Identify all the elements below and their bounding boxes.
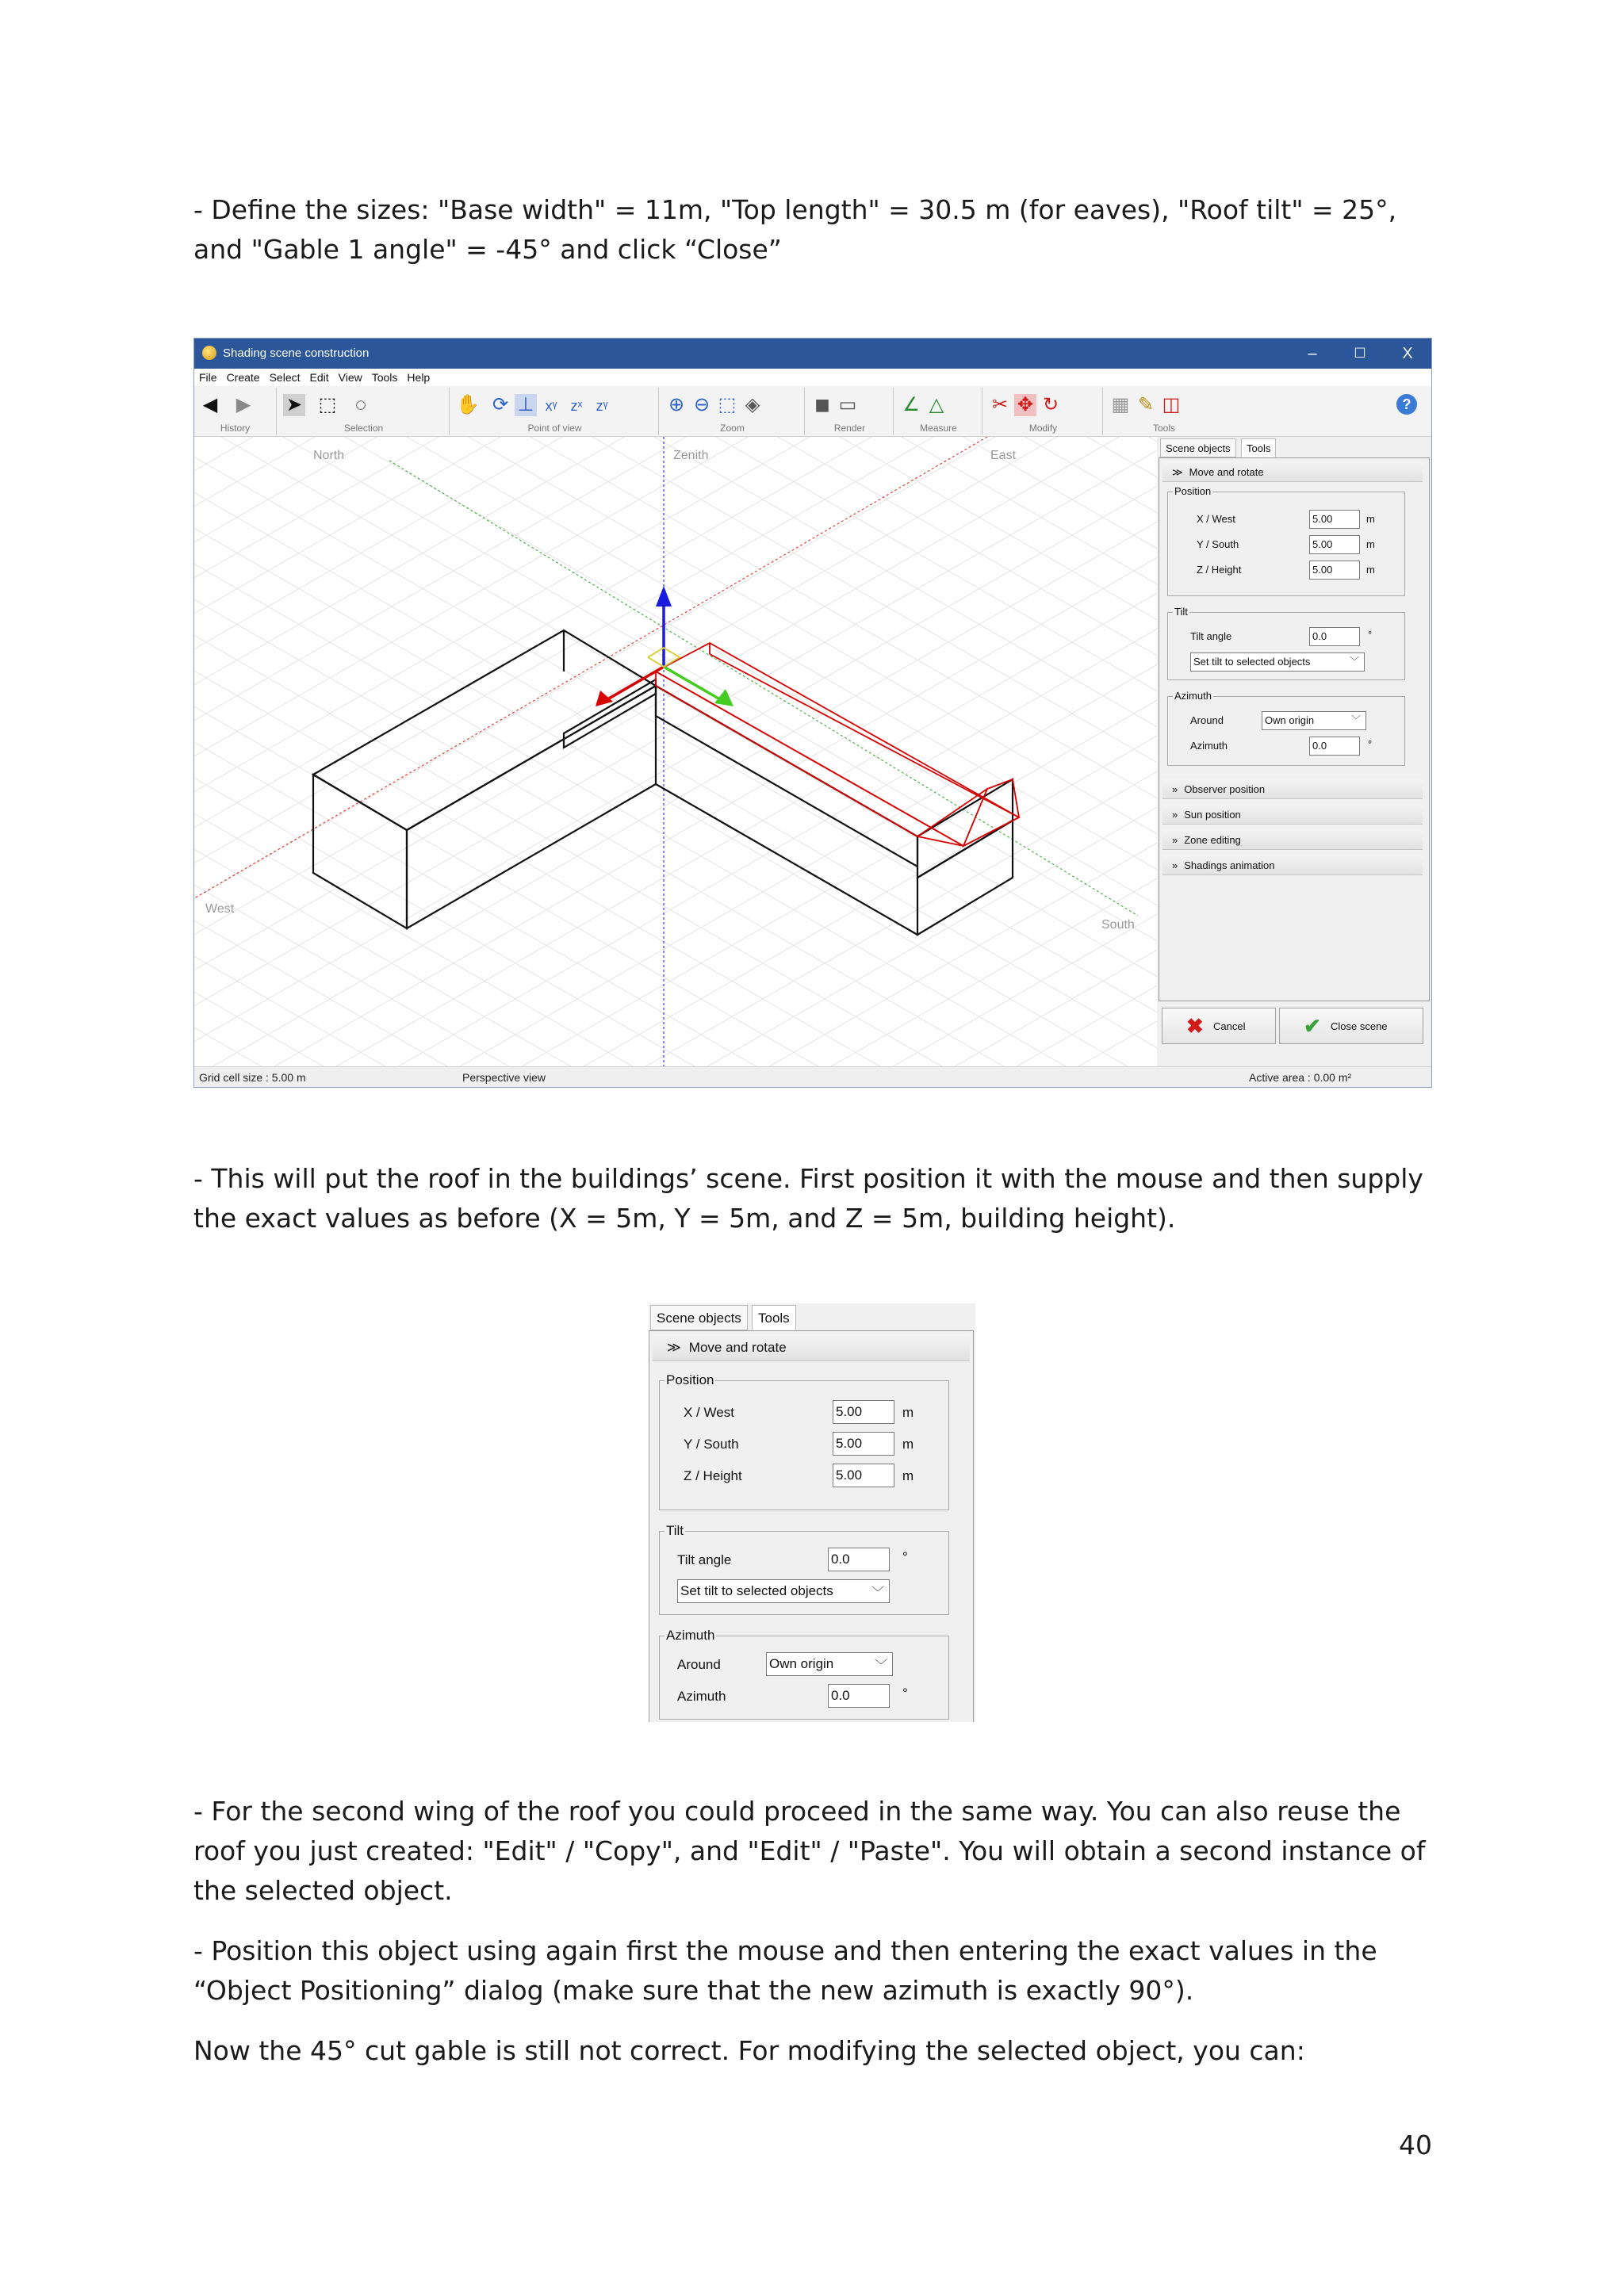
toolbar-group-selection [278, 388, 450, 435]
x-west-input[interactable]: 5.00 [833, 1400, 894, 1424]
cancel-button[interactable] [1162, 1008, 1276, 1044]
modify-label: Modify [1028, 423, 1058, 434]
expand-chevron-icon: » [1172, 809, 1178, 821]
expand-chevron-icon: » [1172, 859, 1178, 871]
position-group [1167, 485, 1405, 596]
azimuth-unit: ° [902, 1686, 908, 1701]
tilt-angle-input[interactable]: 0.0 [1309, 627, 1360, 646]
page-number: 40 [1399, 2130, 1432, 2160]
zoom-tools-panel-body [649, 1330, 974, 1722]
view-zx-icon[interactable]: zˣ [570, 398, 583, 414]
status-bar [194, 1066, 1431, 1087]
tools-side-panel [1159, 437, 1432, 1068]
cancel-x-icon: ✖ [1186, 1014, 1204, 1038]
paragraph-position-roof: - This will put the roof in the buildings’ scene. First position it with the mouse and then supply the exact values as before (X = 5m, Y = 5m, and Z = 5m, building height). [193, 1163, 1423, 1234]
tilt-angle-unit: ° [1368, 629, 1373, 641]
tab-tools[interactable]: Tools [752, 1305, 796, 1330]
view-xy-icon[interactable]: xᵞ [545, 398, 557, 414]
tab-scene-objects[interactable]: Scene objects [1160, 438, 1236, 457]
tools-panel-body [1159, 457, 1430, 1001]
tools-label: Tools [1152, 423, 1175, 434]
title-bar [194, 339, 1431, 369]
toolbar-group-render [806, 388, 894, 435]
paragraph-cut-gable: Now the 45° cut gable is still not correct. For modifying the selected object, you can: [193, 2035, 1305, 2066]
paragraph-define-sizes: - Define the sizes: "Base width" = 11m, "Top length" = 30.5 m (for eaves), "Roof tilt" = 25°, and "Gable 1 angle" = -45° and click “Close” [193, 194, 1397, 265]
section-move-rotate-title: Move and rotate [688, 1340, 787, 1355]
minimize-button[interactable]: – [1308, 345, 1317, 362]
x-west-unit: m [902, 1405, 914, 1420]
rect-select-icon[interactable]: ⬚ [318, 394, 337, 415]
chevron-down-icon: ﹀ [871, 1586, 884, 1600]
around-label: Around [1190, 714, 1224, 726]
position-legend: Position [666, 1372, 714, 1387]
toolbar-group-modify [984, 388, 1103, 435]
position-legend: Position [1174, 485, 1212, 497]
section-zone-title: Zone editing [1184, 834, 1241, 846]
label-east: East [990, 449, 1017, 462]
around-label: Around [677, 1657, 721, 1672]
lasso-select-icon[interactable]: ◌ [354, 394, 367, 415]
shading-scene-window [193, 338, 1432, 1088]
azimuth-label: Azimuth [677, 1689, 726, 1704]
x-west-unit: m [1366, 513, 1375, 525]
section-observer-title: Observer position [1184, 783, 1266, 795]
tilt-group [1167, 606, 1405, 680]
y-south-input[interactable]: 5.00 [1309, 535, 1360, 554]
toolbar-group-measure [895, 388, 982, 435]
active-area-status: Active area : 0.00 m² [1249, 1071, 1352, 1084]
checkmark-icon: ✔ [1304, 1014, 1321, 1038]
cut-tool-icon[interactable]: ✂ [991, 394, 1009, 415]
measure-label: Measure [920, 423, 957, 434]
toolbar-group-zoom [661, 388, 805, 435]
chevron-down-icon: ﹀ [1349, 656, 1359, 667]
menu-create[interactable]: Create [226, 371, 260, 384]
around-select[interactable] [766, 1652, 893, 1676]
azimuth-input[interactable]: 0.0 [1309, 737, 1360, 756]
render-solid-icon[interactable]: ◼ [814, 394, 830, 415]
menu-file[interactable]: File [199, 371, 217, 384]
north-south-axis [389, 461, 1138, 916]
label-west: West [205, 902, 235, 916]
collapse-chevron-icon: ≫ [1172, 466, 1183, 478]
select-pointer-icon[interactable]: ➤ [283, 394, 305, 416]
z-height-input[interactable]: 5.00 [1309, 561, 1360, 580]
menu-view[interactable]: View [338, 371, 362, 384]
azimuth-legend: Azimuth [666, 1628, 715, 1643]
zoomed-tools-panel [649, 1303, 975, 1722]
toolbar-group-tools [1105, 388, 1224, 435]
section-zone-editing[interactable] [1162, 829, 1423, 850]
menu-bar [194, 369, 1431, 386]
view-zy-icon[interactable]: zᵞ [596, 398, 608, 414]
z-height-label: Z / Height [684, 1468, 742, 1483]
chevron-down-icon: ﹀ [1350, 714, 1361, 725]
z-height-unit: m [902, 1468, 914, 1483]
z-height-input[interactable]: 5.00 [833, 1464, 894, 1487]
azimuth-unit: ° [1368, 738, 1373, 750]
zoom-window-icon[interactable]: ⬚ [718, 394, 737, 415]
object-tool-icon[interactable]: ◫ [1162, 394, 1181, 415]
rotate-tool-icon[interactable]: ↻ [1042, 394, 1059, 415]
tilt-angle-input[interactable]: 0.0 [828, 1548, 890, 1571]
tilt-mode-select[interactable] [1190, 652, 1365, 672]
tilt-legend: Tilt [666, 1523, 684, 1538]
z-height-label: Z / Height [1197, 564, 1242, 576]
close-scene-button[interactable] [1279, 1008, 1423, 1044]
around-value: Own origin [1265, 714, 1315, 726]
y-south-unit: m [1366, 538, 1375, 550]
section-shadings-title: Shadings animation [1184, 859, 1275, 871]
around-select[interactable] [1262, 711, 1366, 730]
menu-help[interactable]: Help [407, 371, 431, 384]
move-gizmo[interactable] [596, 586, 733, 706]
zoom-extents-icon[interactable]: ◈ [745, 394, 760, 415]
section-sun-position[interactable] [1162, 804, 1423, 825]
point-of-view-label: Point of view [527, 423, 582, 434]
undo-arrow-icon[interactable]: ◀ [202, 394, 218, 415]
toolbar-group-point-of-view [451, 388, 659, 435]
render-label: Render [833, 423, 866, 434]
chevron-down-icon: ﹀ [874, 1659, 887, 1673]
grid-tool-icon[interactable]: ▦ [1111, 394, 1130, 415]
axes-view-icon[interactable]: ⊥ [515, 394, 537, 416]
collapse-chevron-icon: ≫ [667, 1340, 681, 1355]
toolbar-group-history [194, 388, 277, 435]
tilt-legend: Tilt [1174, 606, 1188, 618]
y-south-label: Y / South [684, 1437, 739, 1452]
label-north: North [313, 449, 345, 462]
render-wire-icon[interactable]: ▭ [838, 394, 857, 415]
section-move-rotate[interactable] [653, 1334, 970, 1361]
close-scene-label: Close scene [1331, 1020, 1388, 1032]
history-label: History [220, 423, 251, 434]
section-move-rotate[interactable] [1162, 461, 1423, 482]
tilt-mode-value: Set tilt to selected objects [680, 1583, 833, 1598]
selection-label: Selection [343, 423, 384, 434]
expand-chevron-icon: » [1172, 834, 1178, 846]
position-group [659, 1372, 949, 1510]
pencil-tool-icon[interactable]: ✎ [1137, 394, 1155, 415]
move-tool-icon[interactable]: ✥ [1014, 394, 1036, 416]
app-sun-icon [202, 346, 216, 360]
around-value: Own origin [769, 1656, 834, 1671]
y-south-unit: m [902, 1437, 914, 1452]
x-west-label: X / West [684, 1405, 734, 1420]
tilt-group [659, 1523, 949, 1615]
window-title: Shading scene construction [223, 346, 370, 360]
azimuth-group [1167, 690, 1405, 766]
azimuth-input[interactable]: 0.0 [828, 1684, 890, 1708]
expand-chevron-icon: » [1172, 783, 1178, 795]
toolbar [194, 386, 1431, 437]
menu-edit[interactable]: Edit [309, 371, 329, 384]
section-observer-position[interactable] [1162, 779, 1423, 799]
zoom-in-icon[interactable]: ⊕ [668, 394, 685, 415]
pan-hand-icon[interactable]: ✋ [456, 394, 480, 415]
scene-viewport[interactable] [194, 437, 1157, 1068]
grid-size-status: Grid cell size : 5.00 m [199, 1071, 306, 1084]
zoom-out-icon[interactable]: ⊖ [693, 394, 710, 415]
tilt-mode-value: Set tilt to selected objects [1193, 656, 1311, 668]
menu-select[interactable]: Select [269, 371, 301, 384]
section-shadings-animation[interactable] [1162, 855, 1423, 875]
azimuth-label: Azimuth [1190, 740, 1228, 752]
zoom-label: Zoom [720, 423, 745, 434]
paragraph-position-object: - Position this object using again first the mouse and then entering the exact values in the “Object Positioning” dialog (make sure that the new azimuth is exactly 90°). [193, 1935, 1377, 2006]
help-icon[interactable]: ? [1396, 394, 1417, 415]
ground-grid [194, 437, 1157, 1068]
close-window-button[interactable]: X [1402, 345, 1413, 362]
z-height-unit: m [1366, 564, 1375, 576]
tilt-angle-label: Tilt angle [1190, 630, 1232, 642]
x-west-input[interactable]: 5.00 [1309, 510, 1360, 529]
x-west-label: X / West [1197, 513, 1235, 525]
label-zenith: Zenith [673, 449, 709, 462]
tab-scene-objects[interactable]: Scene objects [650, 1305, 748, 1330]
rotate-view-icon[interactable]: ⟳ [492, 394, 509, 415]
cancel-label: Cancel [1213, 1020, 1246, 1032]
redo-arrow-icon[interactable]: ▶ [236, 394, 251, 415]
azimuth-legend: Azimuth [1174, 690, 1212, 702]
tilt-angle-label: Tilt angle [677, 1552, 732, 1567]
label-south: South [1101, 918, 1135, 932]
scene-drawing [194, 437, 1157, 1068]
y-south-label: Y / South [1197, 538, 1239, 550]
tab-tools[interactable]: Tools [1241, 438, 1276, 457]
view-mode-status: Perspective view [462, 1071, 546, 1084]
azimuth-group [659, 1628, 949, 1720]
tilt-angle-unit: ° [902, 1549, 908, 1564]
section-move-rotate-title: Move and rotate [1189, 466, 1264, 478]
maximize-button[interactable]: ☐ [1354, 346, 1366, 361]
y-south-input[interactable]: 5.00 [833, 1432, 894, 1456]
paragraph-second-wing: - For the second wing of the roof you could proceed in the same way. You can also reuse the roof you just created: "Edit" / "Copy", and "Edit" / "Paste". You will obtain a second instance of the selected object. [193, 1796, 1426, 1906]
measure-angle-icon[interactable]: ∠ [902, 394, 920, 415]
section-sun-title: Sun position [1184, 809, 1241, 821]
tilt-mode-select[interactable] [677, 1579, 890, 1603]
menu-tools[interactable]: Tools [371, 371, 398, 384]
measure-triangle-icon[interactable]: △ [929, 394, 944, 415]
